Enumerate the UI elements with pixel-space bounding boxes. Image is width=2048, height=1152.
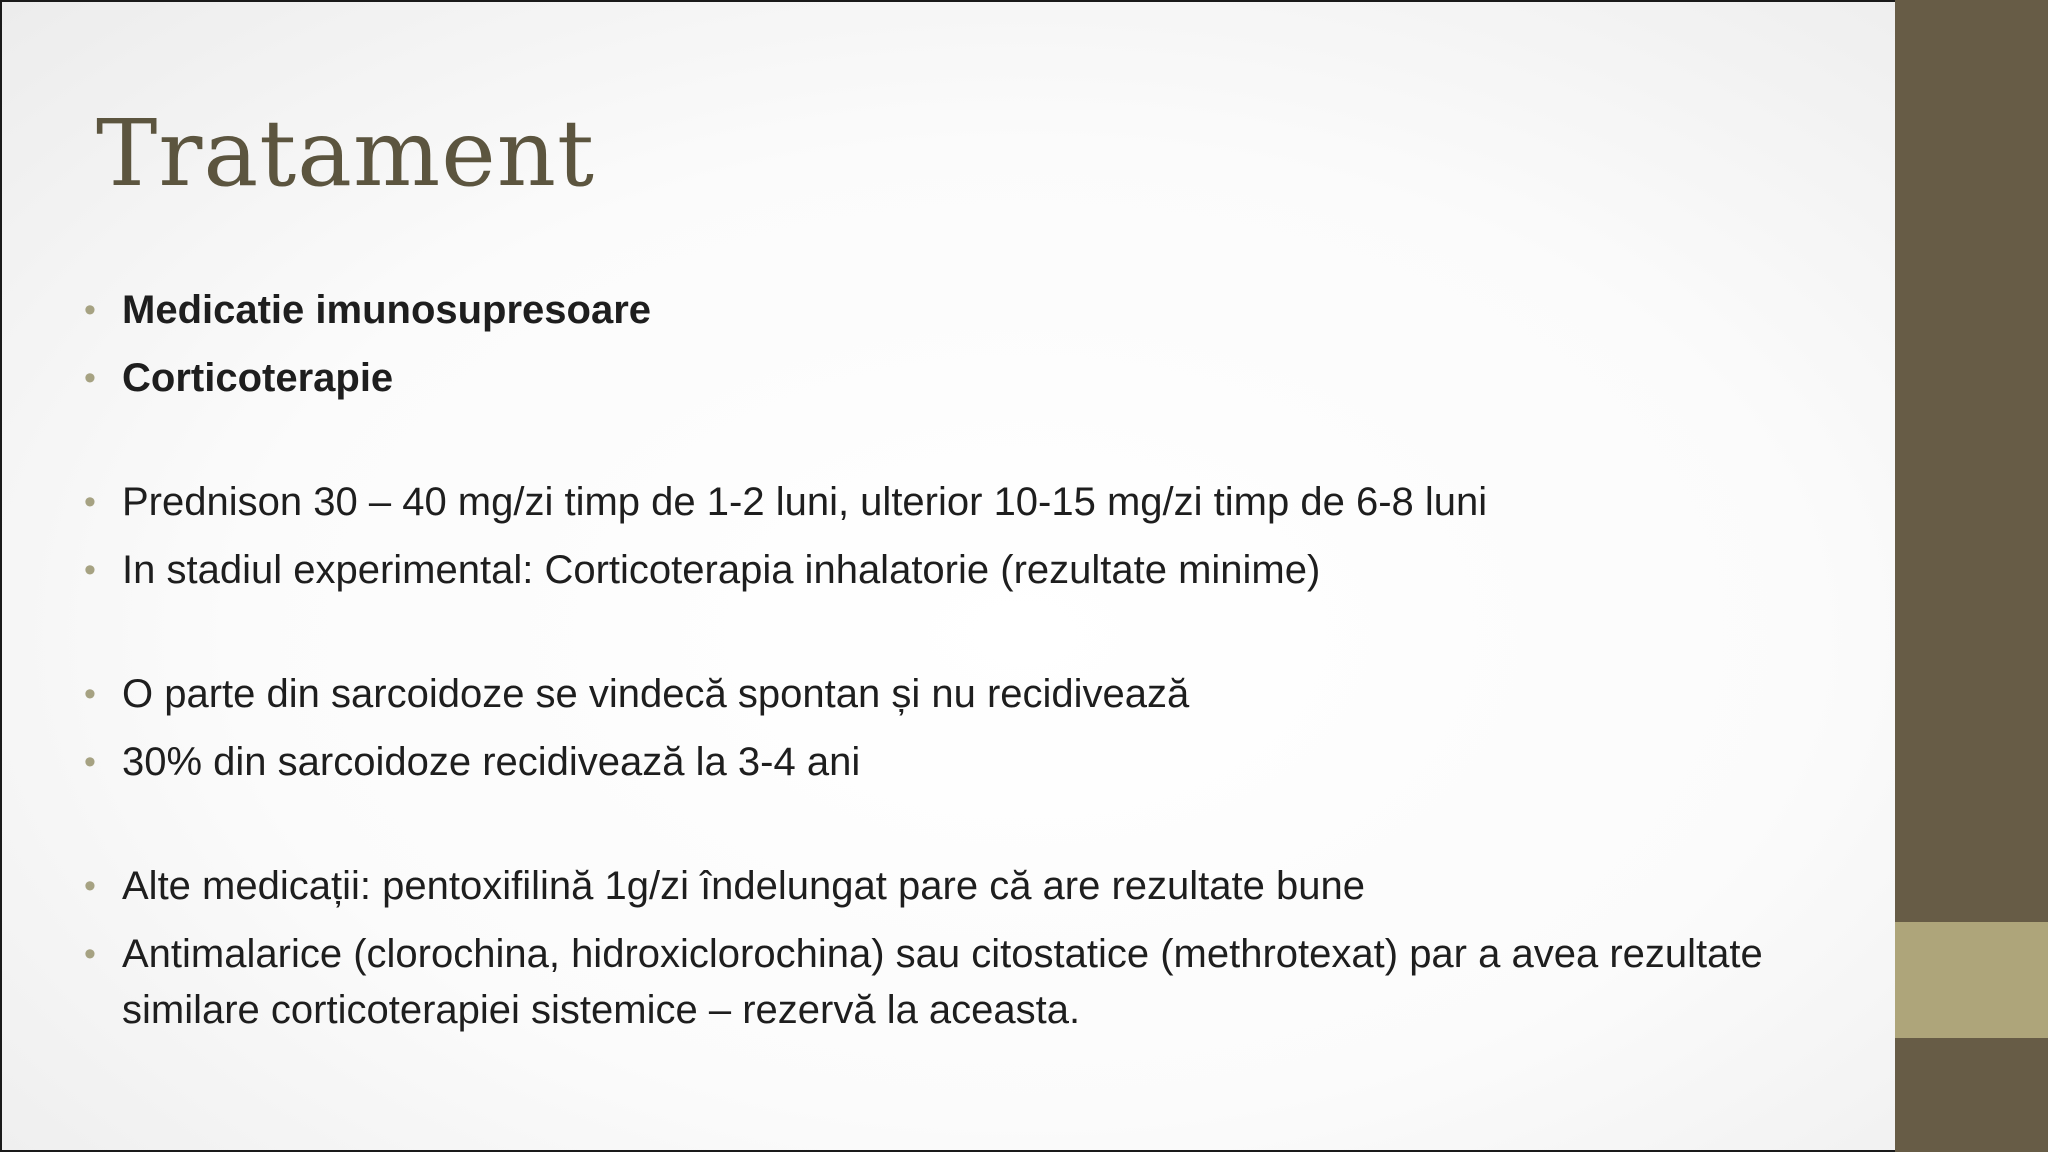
bullet-icon: • — [84, 291, 96, 329]
bullet-text: Corticoterapie — [122, 356, 394, 400]
bullet-icon: • — [84, 483, 96, 521]
bullet-text: O parte din sarcoidoze se vindecă spontan și nu recidivează — [122, 672, 1190, 716]
bullet-text: 30% din sarcoidoze recidivează la 3-4 ani — [122, 740, 861, 784]
bullet-icon: • — [84, 675, 96, 713]
bullet-item — [84, 350, 1784, 406]
bullet-text: In stadiul experimental: Corticoterapia inhalatorie (rezultate minime) — [122, 548, 1321, 592]
bullet-item — [84, 926, 1784, 1038]
bullet-item — [84, 734, 1784, 790]
bullet-item — [84, 474, 1784, 530]
bullet-item — [84, 858, 1784, 914]
bullet-item — [84, 542, 1784, 598]
bullet-icon: • — [84, 743, 96, 781]
bullet-icon: • — [84, 359, 96, 397]
bullet-text: Alte medicații: pentoxifilină 1g/zi îndelungat pare că are rezultate bune — [122, 864, 1365, 908]
bullet-text: Prednison 30 – 40 mg/zi timp de 1-2 luni, ulterior 10-15 mg/zi timp de 6-8 luni — [122, 480, 1488, 524]
bullet-text: Antimalarice (clorochina, hidroxiclorochina) sau citostatice (methrotexat) par a avea rezultate similare corticoterapiei sistemice – rezervă la aceasta. — [122, 932, 1763, 1032]
side-decor-accent — [1895, 922, 2048, 1038]
bullet-text: Medicatie imunosupresoare — [122, 288, 652, 332]
bullet-item — [84, 282, 1784, 338]
slide-title: Tratament — [96, 100, 595, 207]
bullet-list — [84, 282, 1784, 1050]
bullet-item — [84, 666, 1784, 722]
bullet-icon: • — [84, 867, 96, 905]
bullet-icon: • — [84, 935, 96, 973]
bullet-icon: • — [84, 551, 96, 589]
